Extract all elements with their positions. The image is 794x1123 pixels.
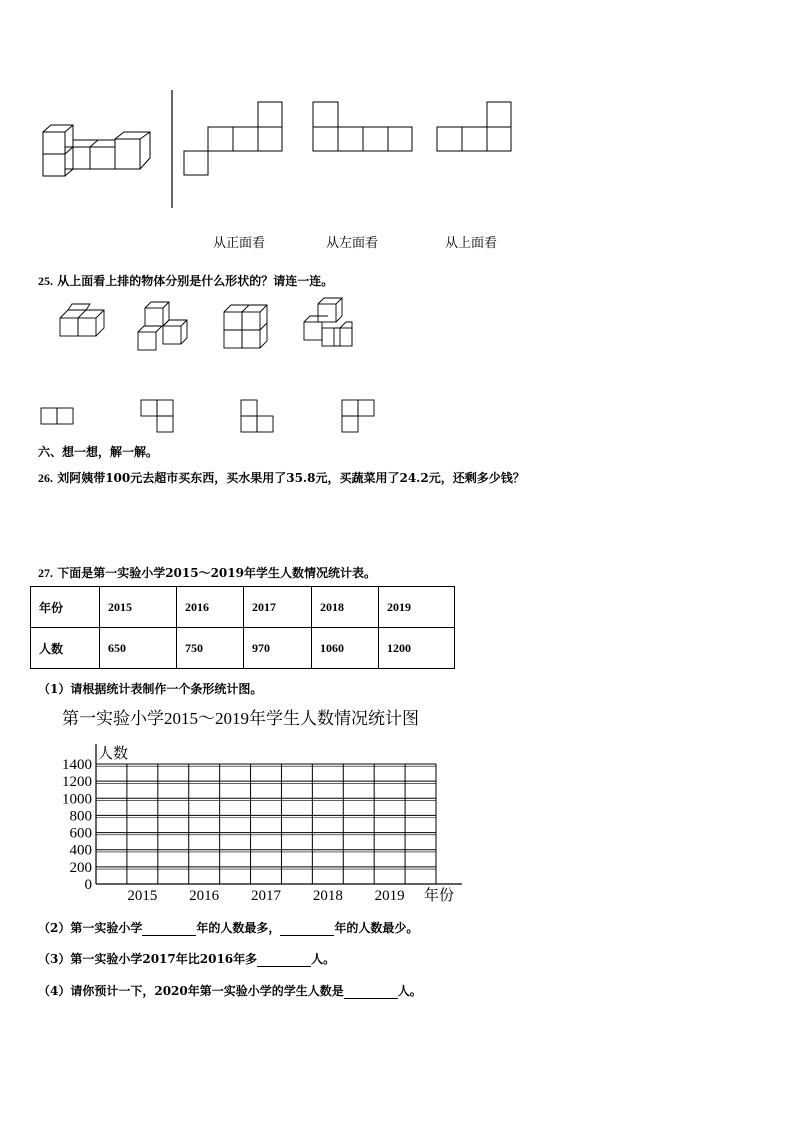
y-tick-label: 200	[69, 859, 92, 876]
question-text: 下面是第一实验小学2015～2019年学生人数情况统计表。	[57, 566, 376, 580]
chart-grid	[96, 744, 462, 884]
x-tick-label: 2019	[374, 888, 405, 904]
table-row-counts	[31, 628, 455, 669]
y-tick-label: 1200	[62, 774, 92, 791]
sub2-text-b: 年的人数最多，	[196, 921, 281, 935]
sub4-text-b: 人。	[397, 984, 422, 998]
chart-x-label: 年份	[424, 888, 455, 904]
section-6-title: 六、想一想，解一解。	[38, 445, 159, 459]
cube-group-1	[60, 304, 104, 336]
table-cell: 2017	[244, 587, 312, 628]
table-cell: 2018	[312, 587, 379, 628]
sub2-text-a: （2）第一实验小学	[38, 921, 143, 935]
top-view-option-2	[141, 400, 173, 432]
question-number: 27.	[38, 566, 53, 580]
y-tick-label: 400	[69, 842, 92, 859]
top-view-option-1	[41, 408, 73, 424]
table-cell: 人数	[31, 628, 100, 669]
table-cell: 650	[100, 628, 177, 669]
question-27	[38, 564, 376, 581]
question-27-sub2	[38, 919, 418, 936]
q25-figures	[0, 290, 794, 440]
question-number: 26.	[38, 471, 53, 485]
cube-group-4	[304, 298, 352, 346]
y-tick-label: 1000	[62, 791, 92, 808]
three-views-figure	[0, 0, 794, 260]
cube-group-3d	[43, 125, 150, 176]
question-27-sub3	[38, 950, 335, 967]
cube-group-3	[224, 305, 267, 348]
top-view-shape	[437, 102, 511, 151]
question-25	[38, 272, 333, 289]
chart-title: 第一实验小学2015～2019年学生人数情况统计图	[62, 709, 419, 728]
question-text: 刘阿姨带100元去超市买东西，买水果用了35.8元，买蔬菜用了24.2元，还剩多少钱？	[57, 471, 525, 485]
table-cell: 1060	[312, 628, 379, 669]
view-label-front: 从正面看	[213, 236, 266, 251]
chart-y-label: 人数	[98, 746, 129, 762]
table-cell: 2016	[177, 587, 244, 628]
cube-group-2	[138, 302, 187, 350]
top-view-option-4	[342, 400, 374, 432]
chart-x-ticks	[127, 888, 404, 904]
y-tick-label: 1400	[62, 757, 92, 773]
y-tick-label: 0	[84, 877, 92, 893]
question-number: 25.	[38, 274, 53, 288]
answer-blank[interactable]	[280, 923, 334, 936]
question-27-sub1: （1）请根据统计表制作一个条形统计图。	[38, 682, 263, 696]
answer-blank[interactable]	[257, 954, 311, 967]
top-view-options	[41, 400, 374, 432]
front-view-shape	[184, 102, 282, 175]
table-cell: 750	[177, 628, 244, 669]
sub3-text-b: 人。	[311, 952, 336, 966]
x-tick-label: 2015	[127, 888, 158, 904]
statistics-table	[30, 586, 455, 669]
question-text: 从上面看上排的物体分别是什么形状的？请连一连。	[57, 274, 334, 288]
x-tick-label: 2018	[312, 888, 343, 904]
top-view-option-3	[241, 400, 273, 432]
y-tick-label: 800	[69, 808, 92, 825]
answer-blank[interactable]	[142, 923, 196, 936]
table-cell: 2015	[100, 587, 177, 628]
left-view-shape	[313, 102, 412, 151]
table-cell: 2019	[379, 587, 455, 628]
answer-blank[interactable]	[344, 986, 398, 999]
table-cell: 970	[244, 628, 312, 669]
question-26	[38, 469, 525, 486]
sub3-text-a: （3）第一实验小学2017年比2016年多	[38, 952, 258, 966]
x-tick-label: 2016	[189, 888, 220, 904]
view-label-top: 从上面看	[445, 236, 498, 251]
sub2-text-c: 年的人数最少。	[334, 921, 419, 935]
chart-y-ticks	[62, 757, 92, 893]
x-tick-label: 2017	[251, 888, 281, 904]
y-tick-label: 600	[69, 825, 92, 842]
table-row-years	[31, 587, 455, 628]
table-cell: 1200	[379, 628, 455, 669]
bar-chart	[0, 700, 794, 910]
view-label-left: 从左面看	[326, 236, 379, 251]
sub4-text-a: （4）请你预计一下，2020年第一实验小学的学生人数是	[38, 984, 344, 998]
question-27-sub4	[38, 982, 422, 999]
table-cell: 年份	[31, 587, 100, 628]
